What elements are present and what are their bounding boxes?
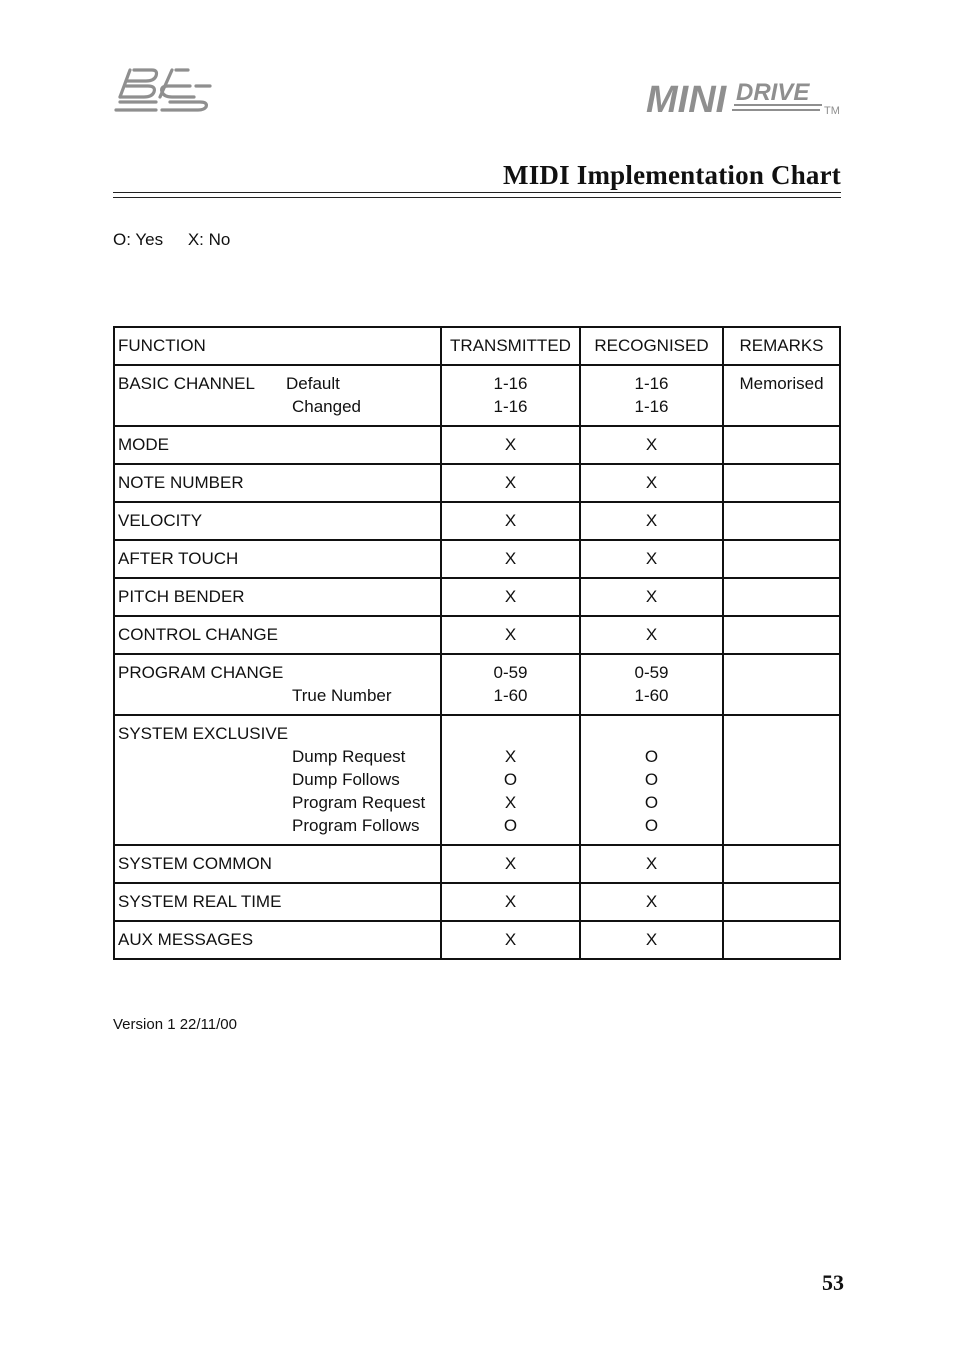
program-change-recognised bbox=[580, 654, 723, 715]
sysex-program-follows: Program Follows bbox=[292, 816, 420, 835]
basic-channel-label: BASIC CHANNEL bbox=[118, 374, 255, 393]
system-real-time-recognised: X bbox=[580, 883, 723, 921]
program-change-transmitted bbox=[441, 654, 580, 715]
velocity-recognised: X bbox=[580, 502, 723, 540]
table-header-row bbox=[114, 327, 840, 365]
system-exclusive-transmitted bbox=[441, 715, 580, 845]
control-change-recognised: X bbox=[580, 616, 723, 654]
basic-channel-changed: Changed bbox=[292, 397, 362, 416]
system-exclusive-recognised bbox=[580, 715, 723, 845]
system-exclusive-remarks bbox=[723, 715, 840, 845]
table-row bbox=[114, 616, 840, 654]
program-change-true-number: True Number bbox=[292, 686, 392, 705]
table-row bbox=[114, 365, 840, 426]
aux-messages-transmitted: X bbox=[441, 921, 580, 959]
title-rule-bottom bbox=[113, 197, 841, 198]
sysex-dump-follows: Dump Follows bbox=[292, 770, 400, 789]
basic-channel-default: Default bbox=[286, 374, 340, 393]
sysex-dump-request: Dump Request bbox=[292, 747, 406, 766]
note-number-transmitted: X bbox=[441, 464, 580, 502]
after-touch-label: AFTER TOUCH bbox=[114, 540, 441, 578]
table-row bbox=[114, 921, 840, 959]
system-real-time-remarks bbox=[723, 883, 840, 921]
control-change-label: CONTROL CHANGE bbox=[114, 616, 441, 654]
logo-drive-text: DRIVE bbox=[736, 79, 810, 106]
control-change-transmitted: X bbox=[441, 616, 580, 654]
note-number-remarks bbox=[723, 464, 840, 502]
header-remarks: REMARKS bbox=[723, 327, 840, 365]
cell-value: O bbox=[644, 747, 659, 766]
system-real-time-transmitted: X bbox=[441, 883, 580, 921]
cell-value: O bbox=[644, 770, 659, 789]
cell-value: O bbox=[644, 793, 659, 812]
cell-value: O bbox=[503, 816, 518, 835]
header-recognised: RECOGNISED bbox=[580, 327, 723, 365]
after-touch-recognised: X bbox=[580, 540, 723, 578]
trademark-mark: TM bbox=[824, 105, 840, 117]
aux-messages-recognised: X bbox=[580, 921, 723, 959]
mode-recognised: X bbox=[580, 426, 723, 464]
pitch-bender-label: PITCH BENDER bbox=[114, 578, 441, 616]
pitch-bender-recognised: X bbox=[580, 578, 723, 616]
cell-value: O bbox=[644, 816, 659, 835]
cell-value: X bbox=[504, 747, 517, 766]
bss-logo bbox=[112, 66, 216, 116]
system-common-recognised: X bbox=[580, 845, 723, 883]
table-row bbox=[114, 464, 840, 502]
system-real-time-label: SYSTEM REAL TIME bbox=[114, 883, 441, 921]
table-row bbox=[114, 426, 840, 464]
after-touch-remarks bbox=[723, 540, 840, 578]
system-common-remarks bbox=[723, 845, 840, 883]
table-row bbox=[114, 715, 840, 845]
cell-value: 1-60 bbox=[493, 686, 528, 705]
basic-channel-remarks: Memorised bbox=[723, 365, 840, 426]
cell-value: 1-16 bbox=[493, 374, 528, 393]
page-title: MIDI Implementation Chart bbox=[503, 160, 841, 190]
sysex-program-request: Program Request bbox=[292, 793, 426, 812]
table-row bbox=[114, 502, 840, 540]
velocity-remarks bbox=[723, 502, 840, 540]
note-number-recognised: X bbox=[580, 464, 723, 502]
cell-value: 0-59 bbox=[493, 663, 528, 682]
legend-no: X: No bbox=[187, 230, 231, 249]
cell-value: X bbox=[504, 793, 517, 812]
mode-remarks bbox=[723, 426, 840, 464]
basic-channel-function bbox=[114, 365, 441, 426]
program-change-label: PROGRAM CHANGE bbox=[118, 663, 284, 682]
cell-value: 1-16 bbox=[634, 397, 669, 416]
system-common-label: SYSTEM COMMON bbox=[114, 845, 441, 883]
table-row bbox=[114, 883, 840, 921]
cell-value: O bbox=[503, 770, 518, 789]
note-number-label: NOTE NUMBER bbox=[114, 464, 441, 502]
header-transmitted: TRANSMITTED bbox=[441, 327, 580, 365]
after-touch-transmitted: X bbox=[441, 540, 580, 578]
cell-value: 1-60 bbox=[634, 686, 669, 705]
aux-messages-remarks bbox=[723, 921, 840, 959]
aux-messages-label: AUX MESSAGES bbox=[114, 921, 441, 959]
table-row bbox=[114, 654, 840, 715]
midi-implementation-table bbox=[113, 326, 841, 960]
table-row bbox=[114, 578, 840, 616]
mode-transmitted: X bbox=[441, 426, 580, 464]
page-number: 53 bbox=[822, 1270, 844, 1295]
cell-value: 1-16 bbox=[493, 397, 528, 416]
header-function: FUNCTION bbox=[114, 327, 441, 365]
velocity-label: VELOCITY bbox=[114, 502, 441, 540]
basic-channel-recognised bbox=[580, 365, 723, 426]
cell-value: 0-59 bbox=[634, 663, 669, 682]
cell-value: 1-16 bbox=[634, 374, 669, 393]
logo-mini-text: MINI bbox=[646, 79, 727, 120]
minidrive-logo bbox=[644, 76, 844, 120]
system-exclusive-function bbox=[114, 715, 441, 845]
legend bbox=[113, 230, 230, 250]
version-note: Version 1 22/11/00 bbox=[113, 1016, 237, 1033]
program-change-remarks bbox=[723, 654, 840, 715]
table-row bbox=[114, 845, 840, 883]
basic-channel-transmitted bbox=[441, 365, 580, 426]
table-row bbox=[114, 540, 840, 578]
mode-label: MODE bbox=[114, 426, 441, 464]
pitch-bender-transmitted: X bbox=[441, 578, 580, 616]
control-change-remarks bbox=[723, 616, 840, 654]
system-common-transmitted: X bbox=[441, 845, 580, 883]
velocity-transmitted: X bbox=[441, 502, 580, 540]
title-rule-top bbox=[113, 192, 841, 193]
pitch-bender-remarks bbox=[723, 578, 840, 616]
legend-yes: O: Yes bbox=[113, 230, 164, 249]
program-change-function bbox=[114, 654, 441, 715]
system-exclusive-label: SYSTEM EXCLUSIVE bbox=[118, 724, 289, 743]
